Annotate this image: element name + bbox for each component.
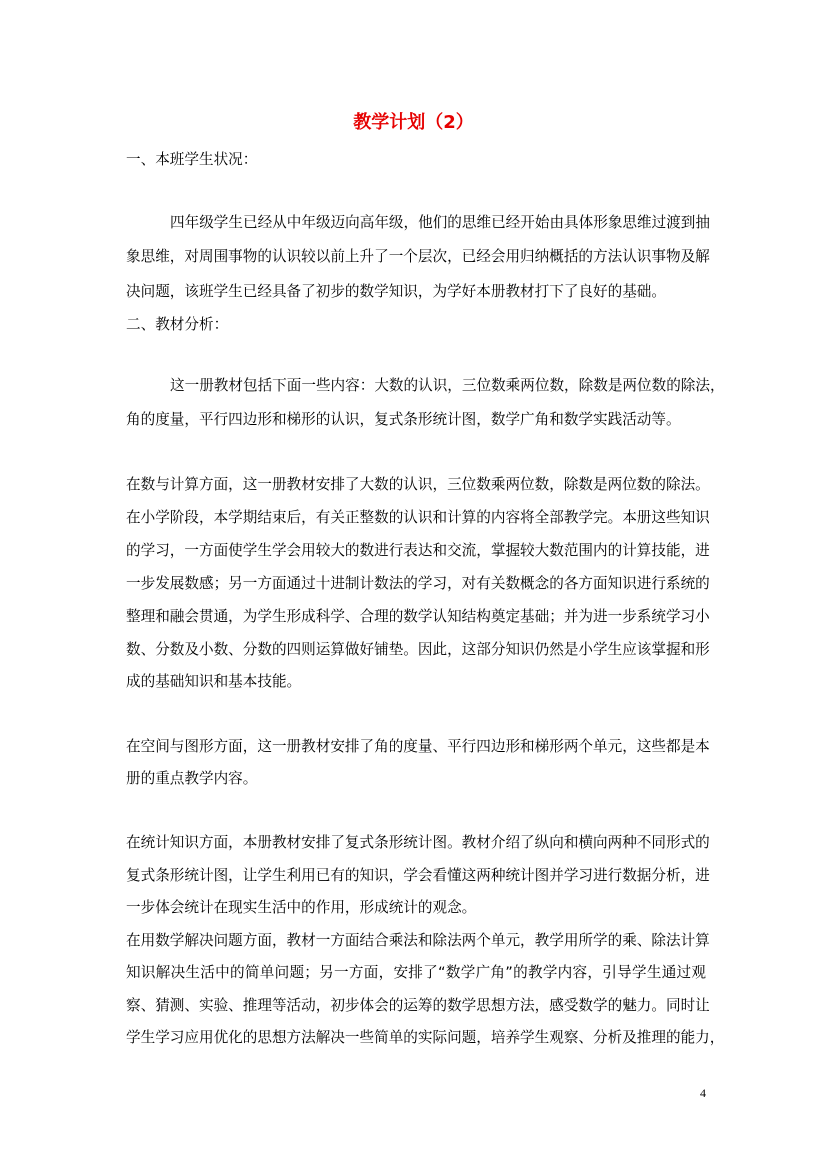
paragraph-line: 的学习，一方面使学生学会用较大的数进行表达和交流，掌握较大数范围内的计算技能，进 xyxy=(126,542,710,559)
paragraph-line: 成的基础知识和基本技能。 xyxy=(126,673,302,690)
paragraph-line: 在用数学解决问题方面，教材一方面结合乘法和除法两个单元，教学用所学的乘、除法计算 xyxy=(126,932,710,949)
paragraph-line: 角的度量，平行四边形和梯形的认识，复式条形统计图，数学广角和数学实践活动等。 xyxy=(126,411,681,428)
paragraph-line: 象思维，对周围事物的认识较以前上升了一个层次，已经会用归纳概括的方法认识事物及解 xyxy=(126,248,710,265)
paragraph-line: 四年级学生已经从中年级迈向高年级，他们的思维已经开始由具体形象思维过渡到抽 xyxy=(170,214,710,231)
paragraph-line: 在统计知识方面，本册教材安排了复式条形统计图。教材介绍了纵向和横向两种不同形式的 xyxy=(126,834,710,851)
paragraph-line: 这一册教材包括下面一些内容：大数的认识，三位数乘两位数，除数是两位数的除法， xyxy=(170,377,725,394)
paragraph-line: 察、猜测、实验、推理等活动，初步体会的运筹的数学思想方法，感受数学的魅力。同时让 xyxy=(126,997,710,1014)
paragraph-line: 学生学习应用优化的思想方法解决一些简单的实际问题，培养学生观察、分析及推理的能力， xyxy=(126,1029,725,1046)
section-heading-textbook: 二、教材分析： xyxy=(126,316,229,333)
paragraph-line: 在小学阶段，本学期结束后，有关正整数的认识和计算的内容将全部教学完。本册这些知识 xyxy=(126,509,710,526)
paragraph-line: 复式条形统计图，让学生利用已有的知识，学会看懂这两种统计图并学习进行数据分析，进 xyxy=(126,867,710,884)
paragraph-line: 在数与计算方面，这一册教材安排了大数的认识，三位数乘两位数，除数是两位数的除法。 xyxy=(126,476,710,493)
section-heading-students: 一、本班学生状况： xyxy=(126,151,258,168)
paragraph-line: 在空间与图形方面，这一册教材安排了角的度量、平行四边形和梯形两个单元，这些都是本 xyxy=(126,738,710,755)
paragraph-line: 一步发展数感；另一方面通过十进制计数法的学习，对有关数概念的各方面知识进行系统的 xyxy=(126,575,710,592)
document-title: 教学计划（2） xyxy=(353,112,474,133)
paragraph-line: 数、分数及小数、分数的四则运算做好铺垫。因此，这部分知识仍然是小学生应该掌握和形 xyxy=(126,641,710,658)
paragraph-line: 册的重点教学内容。 xyxy=(126,770,258,787)
paragraph-line: 知识解决生活中的简单问题；另一方面，安排了“数学广角”的教学内容，引导学生通过观 xyxy=(126,964,706,981)
paragraph-line: 整理和融会贯通，为学生形成科学、合理的数学认知结构奠定基础；并为进一步系统学习小 xyxy=(126,608,710,625)
paragraph-line: 一步体会统计在现实生活中的作用，形成统计的观念。 xyxy=(126,899,477,916)
paragraph-line: 决问题，该班学生已经具备了初步的数学知识，为学好本册教材打下了良好的基础。 xyxy=(126,283,666,300)
page-number: 4 xyxy=(700,1086,706,1100)
